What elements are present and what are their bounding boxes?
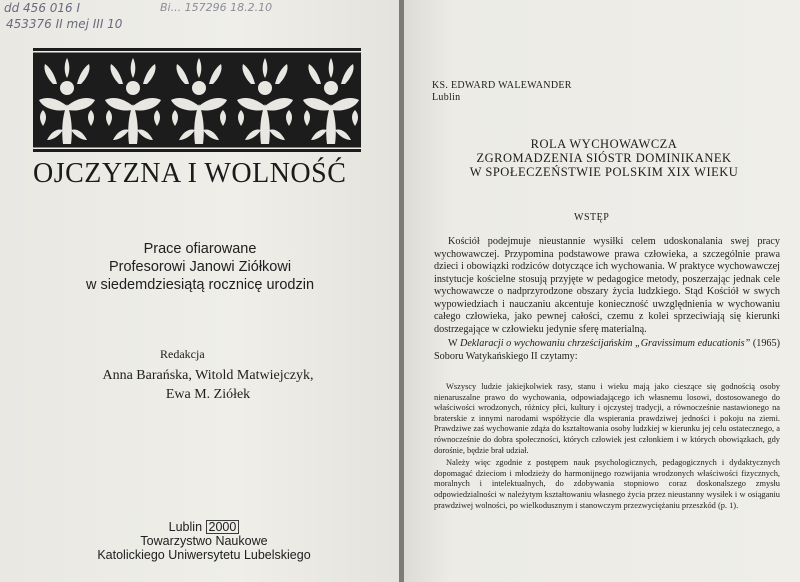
article-title-line: W SPOŁECZEŃSTWIE POLSKIM XIX WIEKU — [469, 165, 739, 179]
handwritten-line-3: Bi... 157296 18.2.10 — [160, 1, 273, 14]
author-affiliation: Lublin — [432, 92, 461, 103]
editors-line: Anna Barańska, Witold Matwiejczyk, — [102, 368, 314, 383]
dedication — [60, 240, 340, 294]
right-page — [404, 0, 800, 582]
article-title — [444, 137, 764, 179]
article-title-line: ROLA WYCHOWAWCZA — [530, 137, 678, 151]
body-paragraph: Kościół podejmuje nieustannie wysiłki celem udoskonalania swej pracy wychowawczej. Przypomina podstawowe prawa człowieka, a szczególnie prawa dzieci i obowiązki rodziców dotyczące ich wychowania. W praktyce wychowawczej instytucje kościelne stosują przyjęte w pedagogice metody, poszerzając jednak cele wychowawcze o nadprzyrodzone obszary życia ludzkiego. Stąd Kościół w swych wypowiedziach i nauczaniu akcentuje konieczność uwzględnienia w wychowaniu całego człowieka, jako pewnej całości, czemu z kolei sprzeciwiają się kierunki dostrzegające w człowieku jedynie sferę materialną. — [434, 236, 780, 335]
publisher-line: Towarzystwo Naukowe — [140, 534, 268, 548]
handwritten-line-1: dd 456 016 I — [4, 1, 81, 15]
paragraph-suffix: (1965) Soboru Watykańskiego II czytamy: — [434, 338, 781, 362]
block-quote — [434, 382, 780, 511]
floral-ornament-band — [33, 48, 361, 152]
section-heading: WSTĘP — [574, 212, 610, 223]
handwritten-notes — [4, 0, 273, 32]
publisher-imprint — [84, 520, 324, 562]
book-title: OJCZYZNA I WOLNOŚĆ — [33, 158, 347, 189]
left-page — [0, 0, 399, 582]
imprint-city-year — [84, 520, 324, 534]
editors — [80, 366, 336, 404]
article-body — [434, 236, 780, 363]
document-title-italic: Deklaracji o wychowaniu chrześcijańskim „Gravissimum educationis” — [460, 338, 751, 349]
imprint-year: 2000 — [206, 520, 240, 534]
handwritten-line-2: 453376 II mej III 10 — [6, 17, 123, 31]
article-author — [432, 80, 572, 104]
body-paragraph — [434, 338, 780, 363]
publisher-line: Katolickiego Uniwersytetu Lubelskiego — [97, 548, 311, 562]
editors-line: Ewa M. Ziółek — [165, 387, 251, 402]
author-name: KS. EDWARD WALEWANDER — [432, 80, 572, 91]
imprint-city: Lublin — [168, 520, 203, 534]
paragraph-prefix: W — [448, 338, 458, 349]
quote-paragraph: Należy więc zgodnie z postępem nauk psychologicznych, pedagogicznych i dydaktycznych dopomagać dzieciom i młodzieży do harmonijnego rozwijania wrodzonych właściwości fizycznych, moralnych i intelektualnych, do zdobywania stopniowo coraz doskonalszego zmysłu odpowiedzialności w należytym kształtowaniu własnego życia przez nieustanny wysiłek i w osiąganiu prawdziwej wolności, po wielkodusznym i stanowczym przezwyciężaniu przeszkód (p. 1). — [434, 458, 780, 510]
editorial-label: Redakcja — [160, 347, 205, 361]
dedication-line: Profesorowi Janowi Ziółkowi — [108, 259, 292, 275]
article-title-line: ZGROMADZENIA SIÓSTR DOMINIKANEK — [476, 151, 732, 165]
dedication-line: Prace ofiarowane — [143, 241, 257, 257]
quote-paragraph: Wszyscy ludzie jakiejkolwiek rasy, stanu i wieku mają jako cieszące się godnością osoby nienaruszalne prawo do wychowania, odpowiadającego ich własnemu losowi, dostosowanego do właściwości wrodzonych, różnicy płci, kultury i ojczystej tradycji, a równocześnie nastawionego na braterskie z innymi narodami współżycie dla wspierania prawdziwej jedności i pokoju na ziemi. Prawdziwe zaś wychowanie zdąża do kształtowania osoby ludzkiej w kierunku jej celu ostatecznego, a równocześnie do dobra społeczności, których człowiek jest członkiem i w których obowiązkach, gdy dorośnie, będzie brał udział. — [434, 382, 780, 455]
dedication-line: w siedemdziesiątą rocznicę urodzin — [85, 277, 315, 293]
